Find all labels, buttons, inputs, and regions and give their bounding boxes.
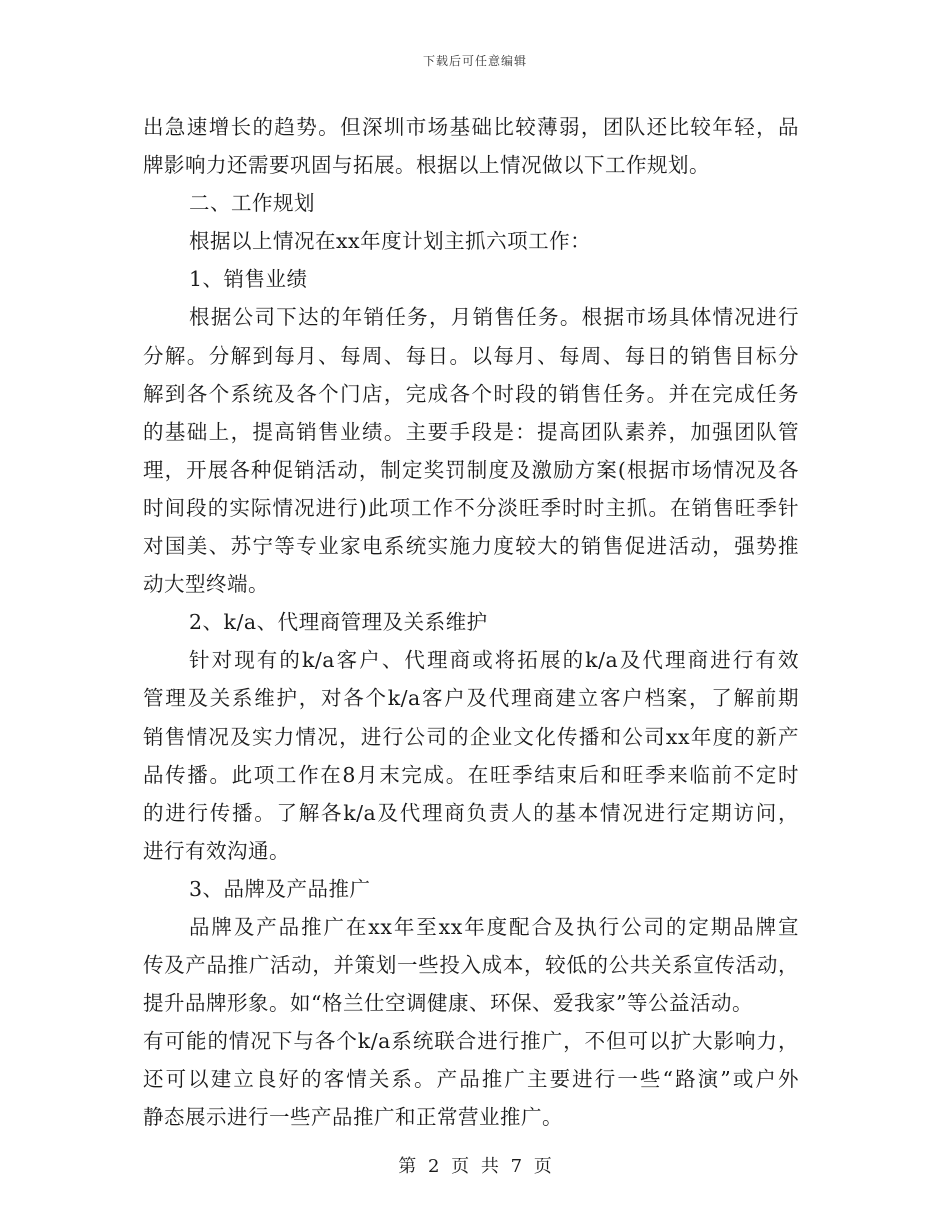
text-line: 管理及关系维护，对各个k/a客户及代理商建立客户档案，了解前期 [143,686,799,711]
text-line: 根据以上情况在xx年度计划主抓六项工作： [189,229,592,254]
text-line: 的进行传播。了解各k/a及代理商负责人的基本情况进行定期访问， [143,800,799,825]
text-line: 2、k/a、代理商管理及关系维护 [189,610,488,635]
text-line: 静态展示进行一些产品推广和正常营业推广。 [143,1105,563,1130]
text-line: 动大型终端。 [143,572,269,597]
text-line: 1、销售业绩 [189,267,308,292]
text-line: 品牌及产品推广在xx年至xx年度配合及执行公司的定期品牌宣 [189,914,799,939]
text-line: 时间段的实际情况进行)此项工作不分淡旺季时时主抓。在销售旺季针 [143,495,799,520]
text-line: 的基础上，提高销售业绩。主要手段是：提高团队素养，加强团队管 [143,419,799,444]
text-line: 对国美、苏宁等专业家电系统实施力度较大的销售促进活动，强势推 [143,534,799,559]
text-line: 3、品牌及产品推广 [189,876,371,901]
text-line: 针对现有的k/a客户、代理商或将拓展的k/a及代理商进行有效 [189,648,799,673]
text-line: 进行有效沟通。 [143,838,290,863]
text-line: 还可以建立良好的客情关系。产品推广主要进行一些“路演”或户外 [143,1067,799,1092]
text-line: 解到各个系统及各个门店，完成各个时段的销售任务。并在完成任务 [143,381,799,406]
document-body [143,108,799,1137]
page-header: 下载后可任意编辑 [422,54,527,68]
text-line: 牌影响力还需要巩固与拓展。根据以上情况做以下工作规划。 [143,153,710,178]
page-footer: 第 2 页 共 7 页 [398,1156,552,1177]
text-line: 品传播。此项工作在8月末完成。在旺季结束后和旺季来临前不定时 [143,762,799,787]
text-line: 出急速增长的趋势。但深圳市场基础比较薄弱，团队还比较年轻，品 [143,115,799,139]
text-line: 传及产品推广活动，并策划一些投入成本，较低的公共关系宣传活动， [143,953,799,978]
text-line: 根据公司下达的年销任务，月销售任务。根据市场具体情况进行 [189,305,799,330]
text-line: 提升品牌形象。如“格兰仕空调健康、环保、爱我家”等公益活动。 [143,991,753,1016]
text-line: 二、工作规划 [189,191,315,216]
text-line: 销售情况及实力情况，进行公司的企业文化传播和公司xx年度的新产 [143,724,799,749]
text-line: 有可能的情况下与各个k/a系统联合进行推广，不但可以扩大影响力， [143,1029,799,1054]
text-line: 分解。分解到每月、每周、每日。以每月、每周、每日的销售目标分 [143,343,799,368]
text-line: 理，开展各种促销活动，制定奖罚制度及激励方案(根据市场情况及各 [143,457,799,482]
